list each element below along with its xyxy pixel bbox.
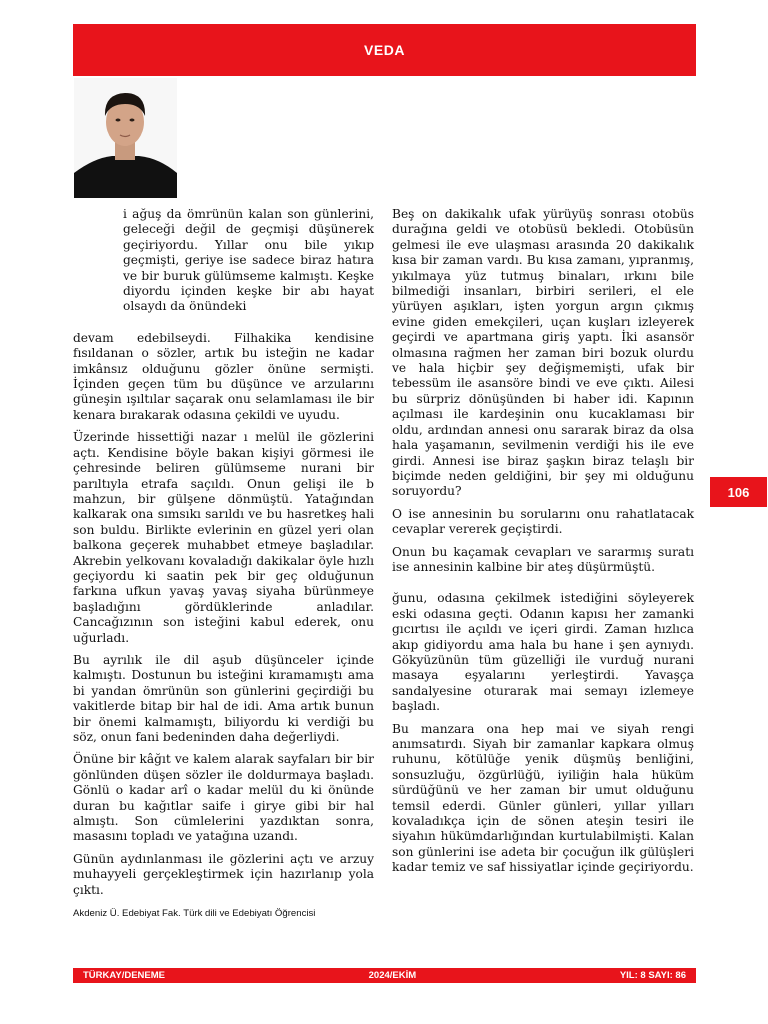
paragraph: ğunu, odasına çekilmek istediğini söyleyerek eski odasına geçti. Odanın kapısı her zamanki gıcırtısı ile açıldı ve içeri girdi. Zaman hızlıca akıp gidiyordu ama hala bu hane i şen aynıydı. Gökyüzünün tüm güzelliği ile vurduğ nurani masaya eşyalarını yerleştirdi. Yavaşça sandalyesine oturarak mai semayı izlemeye başladı. bbox=[392, 591, 694, 714]
paragraph: Beş on dakikalık ufak yürüyüş sonrası otobüs durağına geldi ve otobüsü bekledi. Otobüsün gelmesi ile eve ulaşması arasında 20 dakikalık kısa bir zaman vardı. Bu kısa zamanı, yıpranmış, yıkılmaya yüz tutmuş binaları, ırkını bile bilmediği insanları, birbiri serileri, el ele yürüyen aşıkları, işten yorgun argın çıkmış evine giden emekçileri, uçan kuşları izleyerek geçirdi ve apartmana giriş yaptı. İki asansör olmasına rağmen her zaman biri bozuk olurdu ve hala hiçbir şey değişmemişti, ufak bir tebessüm ile asansöre bindi ve eve çıktı. Ailesi bu sürpriz dönüşünden bi haber idi. Kapının açılması ile kardeşinin onu kucaklaması bir oldu, ardından annesi onu sararak biraz da olsa hala yaşamanın, sevilmenin verdiği his ile eve girdi. Annesi ise biraz şaşkın biraz telaşlı bir biçimde neden geldiğini, bir şey mi olduğunu soruyordu? bbox=[392, 207, 694, 499]
footer-date: 2024/EKİM bbox=[368, 970, 417, 981]
paragraph: Günün aydınlanması ile gözlerini açtı ve arzuy muhayyeli gerçekleştirmek için hazırlanıp yola çıktı. bbox=[73, 851, 374, 897]
paragraph: Üzerinde hissettiği nazar ı melül ile gözlerini açtı. Kendisine böyle bakan kişiyi görmesi ile çehresinde beliren gülümseme nurani bir parıltıyla etrafa saçıldı. Onun gelişi ile b mahzun, bir gülşene dönmüştü. Yatağından kalkarak ona sımsıkı sarıldı ve bu hasretkeş hali son buldu. Birlikte evlerinin en güzel yeri olan balkona geçerek muhabbet etmeye başladılar. Akrebin yelkovanı kovaladığı dakikalar öyle hızlı geçiyordu ki saatin pek bir geç olduğunun farkına ufkun yavaş yavaş siyaha bürünmeye başladığını gördüklerinde anladılar. Cancağızının son isteğini kabul ederek, onu uğurladı. bbox=[73, 430, 374, 645]
right-column bbox=[392, 207, 694, 883]
author-affiliation: Akdeniz Ü. Edebiyat Fak. Türk dili ve Edebiyatı Öğrencisi bbox=[73, 908, 316, 920]
article-title-bar bbox=[73, 24, 696, 76]
author-photo bbox=[74, 78, 177, 198]
left-column bbox=[73, 207, 374, 921]
footer-bar bbox=[73, 968, 696, 983]
footer-magazine: TÜRKAY/DENEME bbox=[83, 970, 165, 981]
paragraph: devam edebilseydi. Filhakika kendisine fısıldanan o sözler, artık bu isteğin ne kadar imkânsız olduğunu gözler önüne sermişti. İçinden geçen tüm bu düşünce ve arzularını güneşin ışıltılar saçarak onu selamlaması ile bir kenara bırakarak odasına çekildi ve uyudu. bbox=[73, 330, 374, 422]
page-number-badge: 106 bbox=[710, 477, 767, 507]
paragraph: i ağuş da ömrünün kalan son günlerini, geleceği değil de geçmişi düşünerek geçiriyordu. Yıllar onu bile yıkıp geçmişti, geriye ise sadece biraz hatıra ve bir buruk gülümseme kalmıştı. Keşke diyordu içinden keşke bir abı hayat olsaydı da önündeki bbox=[123, 207, 374, 314]
footer-issue: YIL: 8 SAYI: 86 bbox=[619, 970, 686, 981]
article-title: VEDA bbox=[364, 42, 405, 58]
paragraph: Bu manzara ona hep mai ve siyah rengi anımsatırdı. Siyah bir zamanlar kapkara olmuş ruhunu, kötülüğe yenik düşmüş benliğini, sonsuzluğu, özgürlüğü, iyiliğin hala hüküm sürdüğünü ve her zaman bir umut olduğunu temsil ederdi. Günler günleri, yıllar yılları kovaladıkça için de sönen ateşin tesiri ile siyahın hükümdarlığından kurtulabilmişti. Kalan son günlerini ise adeta bir çocuğun ilk gülüşleri kadar temiz ve saf hissiyatlar içinde geçiriyordu. bbox=[392, 721, 694, 875]
paragraph: Önüne bir kâğıt ve kalem alarak sayfaları bir bir gönlünden düşen sözler ile doldurmaya başladı. Gönlü o kadar arî o kadar melül du ki önünde duran bu kağıtlar saife i girye gibi bir hal almıştı. Son cümlelerini yazdıktan sonra, masasını topladı ve yatağına uzandı. bbox=[73, 752, 374, 844]
paragraph: Bu ayrılık ile dil aşub düşünceler içinde kalmıştı. Dostunun bu isteğini kıramamıştı ama bi yandan ömrünün son günlerini geçirdiği bu vakitlerde bitap bir hal de idi. Ama artık bunun bir önemi kalmamıştı, biliyordu ki verdiği bu söz, onun fani bedeninden daha değerliydi. bbox=[73, 652, 374, 744]
paragraph: Onun bu kaçamak cevapları ve sararmış suratı ise annesinin kalbine bir ateş düşürmüştü. bbox=[392, 544, 694, 574]
paragraph: O ise annesinin bu sorularını onu rahatlatacak cevaplar vererek geçiştirdi. bbox=[392, 506, 694, 537]
author-portrait-image bbox=[74, 78, 177, 198]
